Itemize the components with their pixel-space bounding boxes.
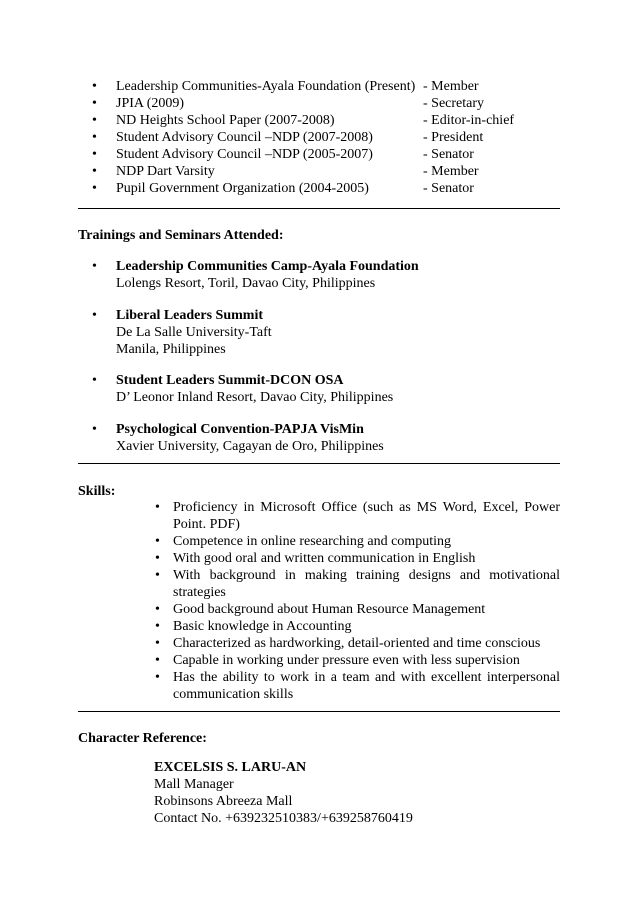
skill-item [150, 635, 560, 652]
bullet-icon: • [155, 636, 160, 651]
training-title: Student Leaders Summit-DCON OSA [116, 373, 344, 388]
organization-name: Student Advisory Council –NDP (2007-2008) [116, 130, 373, 145]
bullet-icon: • [155, 568, 160, 583]
reference-company: Robinsons Abreeza Mall [154, 794, 293, 809]
trainings-heading: Trainings and Seminars Attended: [78, 228, 284, 243]
bullet-icon: • [155, 534, 160, 549]
bullet-icon: • [155, 551, 160, 566]
organization-item [92, 95, 552, 112]
reference-contact: Contact No. +639232510383/+639258760419 [154, 811, 413, 826]
organization-item [92, 146, 552, 163]
bullet-icon: • [155, 602, 160, 617]
training-location: Lolengs Resort, Toril, Davao City, Philippines [116, 276, 376, 291]
organization-name: JPIA (2009) [116, 96, 185, 111]
organization-role: - Editor-in-chief [423, 113, 515, 128]
organization-name: Leadership Communities-Ayala Foundation (Present) [116, 79, 416, 94]
organization-role: - Member [423, 164, 479, 179]
bullet-icon: • [92, 308, 97, 323]
bullet-icon: • [92, 96, 97, 111]
organization-name: NDP Dart Varsity [116, 164, 215, 179]
organization-name: Student Advisory Council –NDP (2005-2007) [116, 147, 373, 162]
training-title: Leadership Communities Camp-Ayala Foundation [116, 259, 419, 274]
bullet-icon: • [155, 653, 160, 668]
training-location: Xavier University, Cagayan de Oro, Philippines [116, 439, 384, 454]
skill-item [150, 499, 560, 533]
bullet-icon: • [92, 79, 97, 94]
skill-text: With background in making training designs and motivational strategies [173, 568, 560, 600]
skill-text: Capable in working under pressure even with less supervision [173, 653, 520, 668]
organization-item [92, 112, 552, 129]
bullet-icon: • [92, 373, 97, 388]
organization-role: - Member [423, 79, 479, 94]
section-divider [78, 463, 560, 464]
bullet-icon: • [92, 147, 97, 162]
organization-role: - Senator [423, 181, 474, 196]
organizations-list [92, 78, 552, 197]
skills-heading: Skills: [78, 484, 116, 499]
section-divider [78, 711, 560, 712]
skill-item [150, 550, 560, 567]
training-location: Manila, Philippines [116, 342, 226, 357]
skill-item [150, 601, 560, 618]
bullet-icon: • [92, 164, 97, 179]
skill-item [150, 533, 560, 550]
skill-text: Competence in online researching and computing [173, 534, 451, 549]
organization-item [92, 78, 552, 95]
organization-name: ND Heights School Paper (2007-2008) [116, 113, 335, 128]
bullet-icon: • [92, 130, 97, 145]
skill-text: Proficiency in Microsoft Office (such as MS Word, Excel, Power Point. PDF) [173, 500, 560, 532]
skill-text: Has the ability to work in a team and with excellent interpersonal communication skills [173, 670, 560, 702]
organization-item [92, 129, 552, 146]
bullet-icon: • [155, 500, 160, 515]
skill-text: Basic knowledge in Accounting [173, 619, 352, 634]
reference-heading: Character Reference: [78, 731, 207, 746]
skill-item [150, 652, 560, 669]
organization-item [92, 180, 552, 197]
skills-list [150, 499, 560, 703]
bullet-icon: • [92, 422, 97, 437]
reference-position: Mall Manager [154, 777, 234, 792]
skill-text: With good oral and written communication in English [173, 551, 476, 566]
skill-item [150, 567, 560, 601]
organization-name: Pupil Government Organization (2004-2005) [116, 181, 369, 196]
bullet-icon: • [92, 259, 97, 274]
training-location: D’ Leonor Inland Resort, Davao City, Philippines [116, 390, 394, 405]
skill-text: Good background about Human Resource Management [173, 602, 486, 617]
reference-name: EXCELSIS S. LARU-AN [154, 760, 307, 775]
reference-block [154, 759, 413, 827]
bullet-icon: • [155, 670, 160, 685]
training-title: Psychological Convention-PAPJA VisMin [116, 422, 364, 437]
organization-role: - President [423, 130, 484, 145]
organization-item [92, 163, 552, 180]
bullet-icon: • [155, 619, 160, 634]
skill-text: Characterized as hardworking, detail-oriented and time conscious [173, 636, 541, 651]
section-divider [78, 208, 560, 209]
organization-role: - Senator [423, 147, 474, 162]
bullet-icon: • [92, 113, 97, 128]
training-title: Liberal Leaders Summit [116, 308, 263, 323]
skill-item [150, 618, 560, 635]
skill-item [150, 669, 560, 703]
bullet-icon: • [92, 181, 97, 196]
training-location: De La Salle University-Taft [116, 325, 272, 340]
organization-role: - Secretary [423, 96, 485, 111]
